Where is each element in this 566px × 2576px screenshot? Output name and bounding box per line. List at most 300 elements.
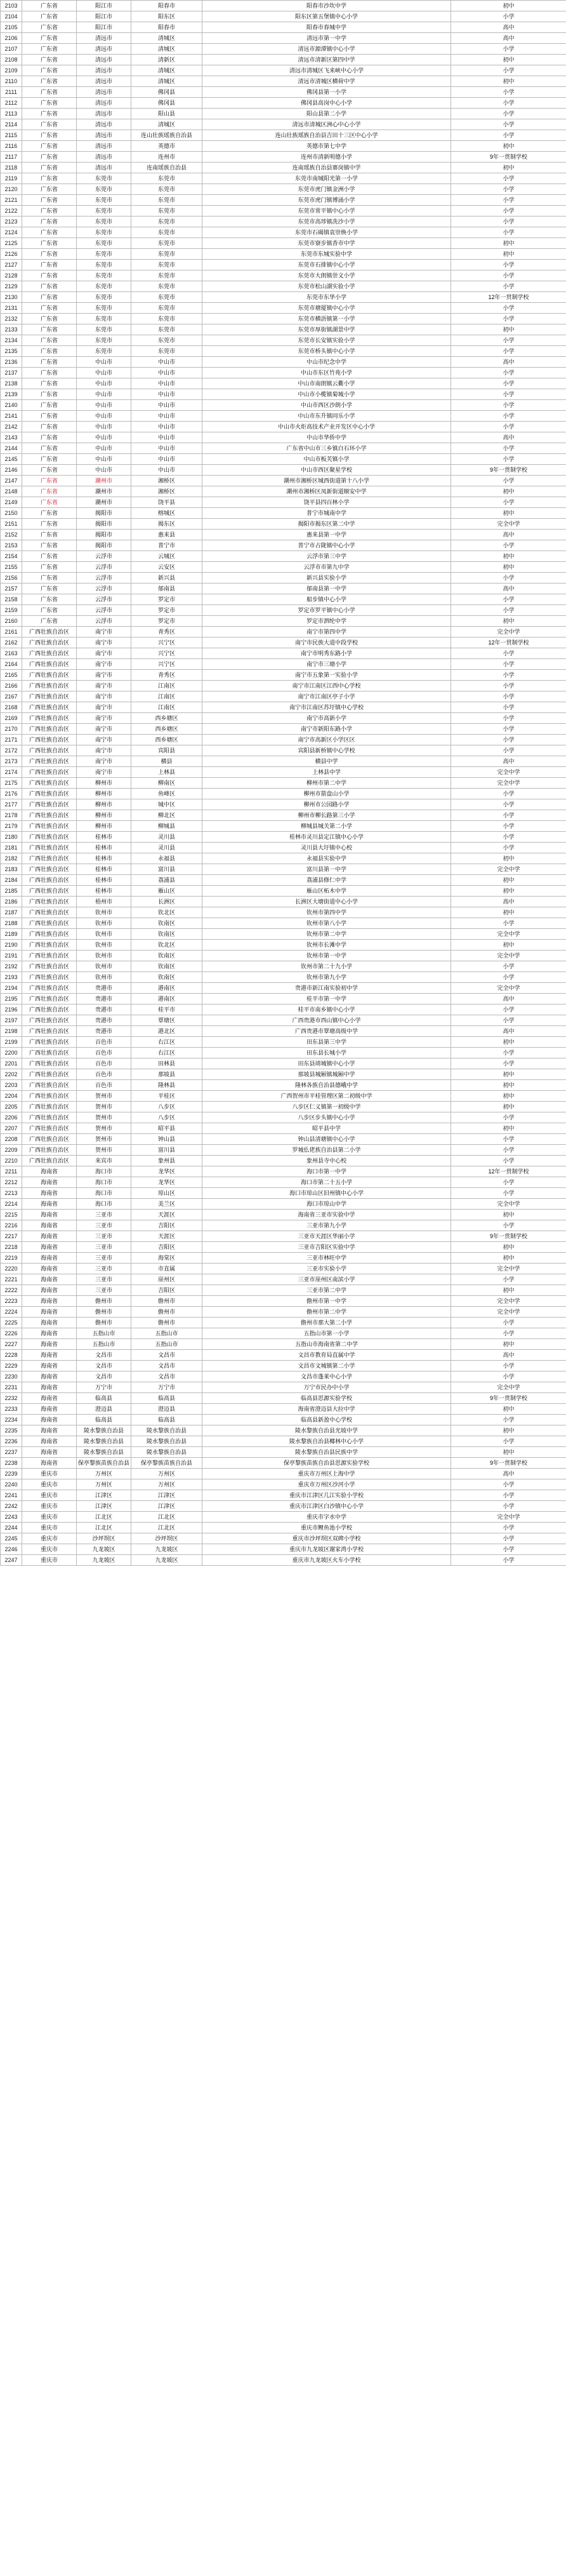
row-district: 东莞市: [131, 303, 202, 314]
row-index: 2200: [1, 1048, 22, 1058]
row-school-type: 小学: [451, 314, 566, 324]
row-index: 2126: [1, 249, 22, 260]
table-row: [1, 270, 566, 281]
table-row: [1, 1479, 566, 1490]
row-city: 百色市: [77, 1069, 131, 1080]
row-school-type: 小学: [451, 1058, 566, 1069]
row-city: 东莞市: [77, 206, 131, 217]
row-school-name: 文昌市教育局直属中学: [202, 1350, 451, 1361]
row-school-name: 南宁市江南区江西中心学校: [202, 681, 451, 691]
row-school-name: 柳州市箭盘山小学: [202, 789, 451, 799]
row-city: 文昌市: [77, 1350, 131, 1361]
row-index: 2172: [1, 745, 22, 756]
table-row: [1, 789, 566, 799]
row-district: 中山市: [131, 368, 202, 378]
row-city: 云浮市: [77, 562, 131, 573]
row-city: 江北区: [77, 1512, 131, 1523]
table-row: [1, 335, 566, 346]
row-school-name: 灵川县大圩镇中心校: [202, 843, 451, 853]
row-index: 2107: [1, 44, 22, 55]
row-school-name: 五指山市第一小学: [202, 1328, 451, 1339]
row-school-type: 小学: [451, 724, 566, 735]
row-school-type: 小学: [451, 745, 566, 756]
row-district: 西乡塘区: [131, 713, 202, 724]
row-province: 广东省: [22, 130, 77, 141]
row-city: 南宁市: [77, 724, 131, 735]
row-province: 广东省: [22, 497, 77, 508]
row-city: 南宁市: [77, 745, 131, 756]
row-school-name: 中山市西区沙朗小学: [202, 400, 451, 411]
row-index: 2223: [1, 1296, 22, 1307]
row-district: 西乡塘区: [131, 735, 202, 745]
table-row: [1, 832, 566, 843]
row-city: 南宁市: [77, 637, 131, 648]
row-index: 2225: [1, 1318, 22, 1328]
row-index: 2234: [1, 1415, 22, 1425]
row-city: 阳江市: [77, 1, 131, 11]
row-district: 清城区: [131, 76, 202, 87]
row-city: 南宁市: [77, 691, 131, 702]
row-index: 2231: [1, 1382, 22, 1393]
row-district: 东莞市: [131, 184, 202, 195]
table-row: [1, 745, 566, 756]
row-school-type: 9年一贯制学校: [451, 1231, 566, 1242]
row-district: 饶平县: [131, 497, 202, 508]
row-school-type: 9年一贯制学校: [451, 465, 566, 476]
row-district: 覃塘区: [131, 1015, 202, 1026]
row-index: 2166: [1, 681, 22, 691]
row-index: 2238: [1, 1458, 22, 1469]
row-province: 重庆市: [22, 1512, 77, 1523]
table-row: [1, 702, 566, 713]
row-district: 钦南区: [131, 961, 202, 972]
row-school-name: 桂平市南乡镇中心小学: [202, 1004, 451, 1015]
row-province: 广东省: [22, 584, 77, 594]
row-province: 广东省: [22, 281, 77, 292]
row-school-type: 小学: [451, 400, 566, 411]
row-province: 广东省: [22, 486, 77, 497]
row-city: 桂林市: [77, 853, 131, 864]
row-province: 广西壮族自治区: [22, 1058, 77, 1069]
row-city: 柳州市: [77, 789, 131, 799]
row-school-type: 小学: [451, 422, 566, 432]
row-district: 兴宁区: [131, 648, 202, 659]
row-school-name: 钦州市第四中学: [202, 907, 451, 918]
row-district: 天涯区: [131, 1210, 202, 1220]
row-school-type: 完全中学: [451, 1512, 566, 1523]
row-school-type: 小学: [451, 1145, 566, 1156]
row-school-type: 小学: [451, 454, 566, 465]
table-row: [1, 400, 566, 411]
row-school-name: 罗定市泗纶中学: [202, 616, 451, 627]
row-index: 2202: [1, 1069, 22, 1080]
row-school-type: 初中: [451, 1091, 566, 1102]
row-index: 2226: [1, 1328, 22, 1339]
row-province: 广东省: [22, 119, 77, 130]
row-school-name: 揭阳市揭东区第二中学: [202, 519, 451, 530]
table-row: [1, 44, 566, 55]
row-province: 海南省: [22, 1274, 77, 1285]
row-district: 灵川县: [131, 843, 202, 853]
row-province: 海南省: [22, 1436, 77, 1447]
row-district: 中山市: [131, 465, 202, 476]
row-index: 2212: [1, 1177, 22, 1188]
row-city: 来宾市: [77, 1156, 131, 1166]
row-district: 中山市: [131, 411, 202, 422]
row-index: 2162: [1, 637, 22, 648]
row-school-type: 完全中学: [451, 929, 566, 940]
row-district: 吉阳区: [131, 1285, 202, 1296]
table-row: [1, 1231, 566, 1242]
row-index: 2146: [1, 465, 22, 476]
row-district: 郁南县: [131, 584, 202, 594]
row-province: 广东省: [22, 368, 77, 378]
row-city: 揭阳市: [77, 519, 131, 530]
row-city: 揭阳市: [77, 540, 131, 551]
row-district: 港南区: [131, 994, 202, 1004]
row-city: 陵水黎族自治县: [77, 1425, 131, 1436]
row-school-type: 小学: [451, 1555, 566, 1566]
row-city: 百色市: [77, 1058, 131, 1069]
row-school-name: 贵港市新江南实验初中学: [202, 983, 451, 994]
row-school-type: 完全中学: [451, 519, 566, 530]
row-school-name: 南宁市五象第一实验小学: [202, 670, 451, 681]
row-index: 2136: [1, 357, 22, 368]
row-province: 广西壮族自治区: [22, 659, 77, 670]
row-district: 吉阳区: [131, 1220, 202, 1231]
row-school-name: 罗城仫佬族自治县第二小学: [202, 1145, 451, 1156]
row-index: 2145: [1, 454, 22, 465]
row-index: 2235: [1, 1425, 22, 1436]
row-index: 2111: [1, 87, 22, 98]
row-province: 广东省: [22, 87, 77, 98]
row-province: 广东省: [22, 22, 77, 33]
row-district: 东莞市: [131, 292, 202, 303]
row-school-name: 五指山市海南省第二中学: [202, 1339, 451, 1350]
table-row: [1, 1458, 566, 1469]
row-school-type: 初中: [451, 486, 566, 497]
row-district: 罗定市: [131, 594, 202, 605]
table-row: [1, 605, 566, 616]
row-city: 贺州市: [77, 1134, 131, 1145]
table-row: [1, 1512, 566, 1523]
row-index: 2207: [1, 1123, 22, 1134]
row-city: 潮州市: [77, 476, 131, 486]
row-city: 三亚市: [77, 1231, 131, 1242]
row-school-name: 钦州市第一中学: [202, 951, 451, 961]
row-school-type: 初中: [451, 1, 566, 11]
row-city: 东莞市: [77, 303, 131, 314]
row-school-name: 中山市西区聚星学校: [202, 465, 451, 476]
table-row: [1, 1501, 566, 1512]
row-province: 广西壮族自治区: [22, 907, 77, 918]
row-index: 2156: [1, 573, 22, 584]
row-city: 沙坪坝区: [77, 1533, 131, 1544]
row-district: 青秀区: [131, 627, 202, 637]
row-school-name: 广西贵港市覃塘高级中学: [202, 1026, 451, 1037]
row-district: 港北区: [131, 1026, 202, 1037]
table-row: [1, 1436, 566, 1447]
row-province: 广东省: [22, 270, 77, 281]
row-city: 东莞市: [77, 173, 131, 184]
row-district: 陵水黎族自治县: [131, 1425, 202, 1436]
row-school-type: 初中: [451, 907, 566, 918]
row-province: 广东省: [22, 551, 77, 562]
table-row: [1, 109, 566, 119]
row-school-name: 东莞市厚街镇湖景中学: [202, 324, 451, 335]
table-row: [1, 1123, 566, 1134]
row-school-type: 9年一贯制学校: [451, 1393, 566, 1404]
row-index: 2113: [1, 109, 22, 119]
row-district: 佛冈县: [131, 87, 202, 98]
table-row: [1, 530, 566, 540]
table-row: [1, 810, 566, 821]
table-row: [1, 961, 566, 972]
row-school-name: 阳山县第二小学: [202, 109, 451, 119]
row-province: 广东省: [22, 238, 77, 249]
row-district: 揭东区: [131, 519, 202, 530]
row-school-name: 那坡县城厢镇城厢中学: [202, 1069, 451, 1080]
row-city: 陵水黎族自治县: [77, 1447, 131, 1458]
table-row: [1, 1296, 566, 1307]
row-province: 广东省: [22, 163, 77, 173]
table-row: [1, 1253, 566, 1264]
row-index: 2123: [1, 217, 22, 227]
table-row: [1, 875, 566, 886]
row-index: 2173: [1, 756, 22, 767]
row-index: 2132: [1, 314, 22, 324]
row-school-type: 小学: [451, 1015, 566, 1026]
row-school-type: 小学: [451, 173, 566, 184]
table-row: [1, 389, 566, 400]
row-school-type: 小学: [451, 681, 566, 691]
row-province: 广东省: [22, 98, 77, 109]
row-district: 文昌市: [131, 1350, 202, 1361]
table-row: [1, 1393, 566, 1404]
row-index: 2142: [1, 422, 22, 432]
row-city: 桂林市: [77, 843, 131, 853]
row-city: 南宁市: [77, 767, 131, 778]
row-province: 重庆市: [22, 1490, 77, 1501]
row-district: 清城区: [131, 65, 202, 76]
row-city: 南宁市: [77, 627, 131, 637]
table-row: [1, 173, 566, 184]
row-school-name: 钦州市第二中学: [202, 929, 451, 940]
row-school-name: 英德市第七中学: [202, 141, 451, 152]
table-row: [1, 11, 566, 22]
row-index: 2197: [1, 1015, 22, 1026]
row-district: 临高县: [131, 1393, 202, 1404]
row-city: 九龙坡区: [77, 1544, 131, 1555]
row-district: 万州区: [131, 1479, 202, 1490]
row-index: 2191: [1, 951, 22, 961]
table-row: [1, 853, 566, 864]
row-province: 广西壮族自治区: [22, 832, 77, 843]
row-index: 2149: [1, 497, 22, 508]
row-city: 三亚市: [77, 1210, 131, 1220]
table-row: [1, 130, 566, 141]
row-district: 龙华区: [131, 1177, 202, 1188]
table-row: [1, 1048, 566, 1058]
row-school-type: 小学: [451, 691, 566, 702]
row-city: 云浮市: [77, 551, 131, 562]
row-index: 2246: [1, 1544, 22, 1555]
row-index: 2121: [1, 195, 22, 206]
table-row: [1, 1307, 566, 1318]
row-city: 保亭黎族苗族自治县: [77, 1458, 131, 1469]
row-district: 荔浦县: [131, 875, 202, 886]
row-city: 云浮市: [77, 573, 131, 584]
row-school-type: 小学: [451, 540, 566, 551]
table-row: [1, 1285, 566, 1296]
row-district: 连州市: [131, 152, 202, 163]
row-school-name: 柳州市公园路小学: [202, 799, 451, 810]
row-school-type: 高中: [451, 432, 566, 443]
row-district: 罗定市: [131, 605, 202, 616]
row-district: 富川县: [131, 864, 202, 875]
row-school-type: 初中: [451, 940, 566, 951]
row-province: 海南省: [22, 1458, 77, 1469]
row-school-name: 广西贵港市西山镇中心小学: [202, 1015, 451, 1026]
row-school-type: 小学: [451, 411, 566, 422]
row-index: 2219: [1, 1253, 22, 1264]
row-school-name: 云浮市第三中学: [202, 551, 451, 562]
row-city: 东莞市: [77, 324, 131, 335]
row-province: 海南省: [22, 1425, 77, 1436]
row-district: 湘桥区: [131, 486, 202, 497]
row-school-type: 完全中学: [451, 1199, 566, 1210]
row-province: 广西壮族自治区: [22, 745, 77, 756]
row-index: 2209: [1, 1145, 22, 1156]
row-school-type: 高中: [451, 357, 566, 368]
row-index: 2159: [1, 605, 22, 616]
row-district: 东莞市: [131, 238, 202, 249]
row-district: 文昌市: [131, 1361, 202, 1371]
row-school-name: 新兴县实验小学: [202, 573, 451, 584]
row-city: 柳州市: [77, 778, 131, 789]
row-province: 广西壮族自治区: [22, 951, 77, 961]
row-index: 2196: [1, 1004, 22, 1015]
row-province: 海南省: [22, 1188, 77, 1199]
row-index: 2208: [1, 1134, 22, 1145]
row-city: 三亚市: [77, 1253, 131, 1264]
row-school-type: 小学: [451, 227, 566, 238]
row-province: 重庆市: [22, 1544, 77, 1555]
row-school-type: 高中: [451, 1026, 566, 1037]
row-district: 钦南区: [131, 918, 202, 929]
row-index: 2245: [1, 1533, 22, 1544]
row-city: 钦州市: [77, 940, 131, 951]
row-province: 广西壮族自治区: [22, 670, 77, 681]
row-province: 海南省: [22, 1242, 77, 1253]
table-row: [1, 994, 566, 1004]
row-city: 文昌市: [77, 1371, 131, 1382]
row-school-name: 广东省中山市三乡镇白石环小学: [202, 443, 451, 454]
row-index: 2139: [1, 389, 22, 400]
row-district: 江南区: [131, 681, 202, 691]
row-district: 江北区: [131, 1523, 202, 1533]
row-index: 2241: [1, 1490, 22, 1501]
row-province: 广东省: [22, 389, 77, 400]
row-city: 贵港市: [77, 1004, 131, 1015]
row-school-name: 桂平市第一中学: [202, 994, 451, 1004]
row-index: 2215: [1, 1210, 22, 1220]
row-index: 2203: [1, 1080, 22, 1091]
row-province: 广西壮族自治区: [22, 886, 77, 897]
row-index: 2205: [1, 1102, 22, 1112]
table-row: [1, 670, 566, 681]
row-city: 清远市: [77, 163, 131, 173]
row-district: 钦南区: [131, 972, 202, 983]
row-district: 美兰区: [131, 1199, 202, 1210]
row-city: 清远市: [77, 65, 131, 76]
table-row: [1, 1523, 566, 1533]
row-school-type: 完全中学: [451, 951, 566, 961]
row-school-type: 小学: [451, 476, 566, 486]
row-school-name: 连山壮族瑶族自治县吉田十三区中心小学: [202, 130, 451, 141]
row-city: 云浮市: [77, 584, 131, 594]
row-province: 广东省: [22, 184, 77, 195]
row-province: 海南省: [22, 1220, 77, 1231]
row-province: 广西壮族自治区: [22, 853, 77, 864]
row-school-type: 完全中学: [451, 1307, 566, 1318]
row-city: 钦州市: [77, 951, 131, 961]
row-index: 2105: [1, 22, 22, 33]
row-school-type: 完全中学: [451, 864, 566, 875]
row-index: 2230: [1, 1371, 22, 1382]
row-school-name: 东莞市寮步镇香市中学: [202, 238, 451, 249]
table-row: [1, 163, 566, 173]
row-school-type: 小学: [451, 1188, 566, 1199]
row-city: 三亚市: [77, 1220, 131, 1231]
table-row: [1, 1533, 566, 1544]
row-district: 富川县: [131, 1145, 202, 1156]
row-school-name: 荔浦县修仁中学: [202, 875, 451, 886]
table-row: [1, 314, 566, 324]
row-district: 柳北区: [131, 810, 202, 821]
row-index: 2214: [1, 1199, 22, 1210]
row-province: 海南省: [22, 1166, 77, 1177]
row-province: 广西壮族自治区: [22, 767, 77, 778]
row-index: 2163: [1, 648, 22, 659]
row-school-type: 小学: [451, 1523, 566, 1533]
row-city: 东莞市: [77, 184, 131, 195]
row-city: 阳江市: [77, 22, 131, 33]
row-school-type: 小学: [451, 670, 566, 681]
row-province: 广东省: [22, 303, 77, 314]
row-district: 文昌市: [131, 1371, 202, 1382]
row-province: 广东省: [22, 65, 77, 76]
row-city: 东莞市: [77, 314, 131, 324]
row-province: 海南省: [22, 1210, 77, 1220]
row-index: 2175: [1, 778, 22, 789]
row-district: 五指山市: [131, 1339, 202, 1350]
row-index: 2199: [1, 1037, 22, 1048]
row-district: 横县: [131, 756, 202, 767]
row-district: 中山市: [131, 389, 202, 400]
row-school-type: 小学: [451, 368, 566, 378]
row-province: 广东省: [22, 443, 77, 454]
row-school-type: 小学: [451, 206, 566, 217]
row-province: 重庆市: [22, 1479, 77, 1490]
row-province: 广东省: [22, 109, 77, 119]
row-school-name: 重庆市鲤鱼池小学校: [202, 1523, 451, 1533]
row-district: 兴宁区: [131, 637, 202, 648]
row-index: 2169: [1, 713, 22, 724]
table-row: [1, 195, 566, 206]
row-province: 广西壮族自治区: [22, 1004, 77, 1015]
row-school-type: 初中: [451, 55, 566, 65]
